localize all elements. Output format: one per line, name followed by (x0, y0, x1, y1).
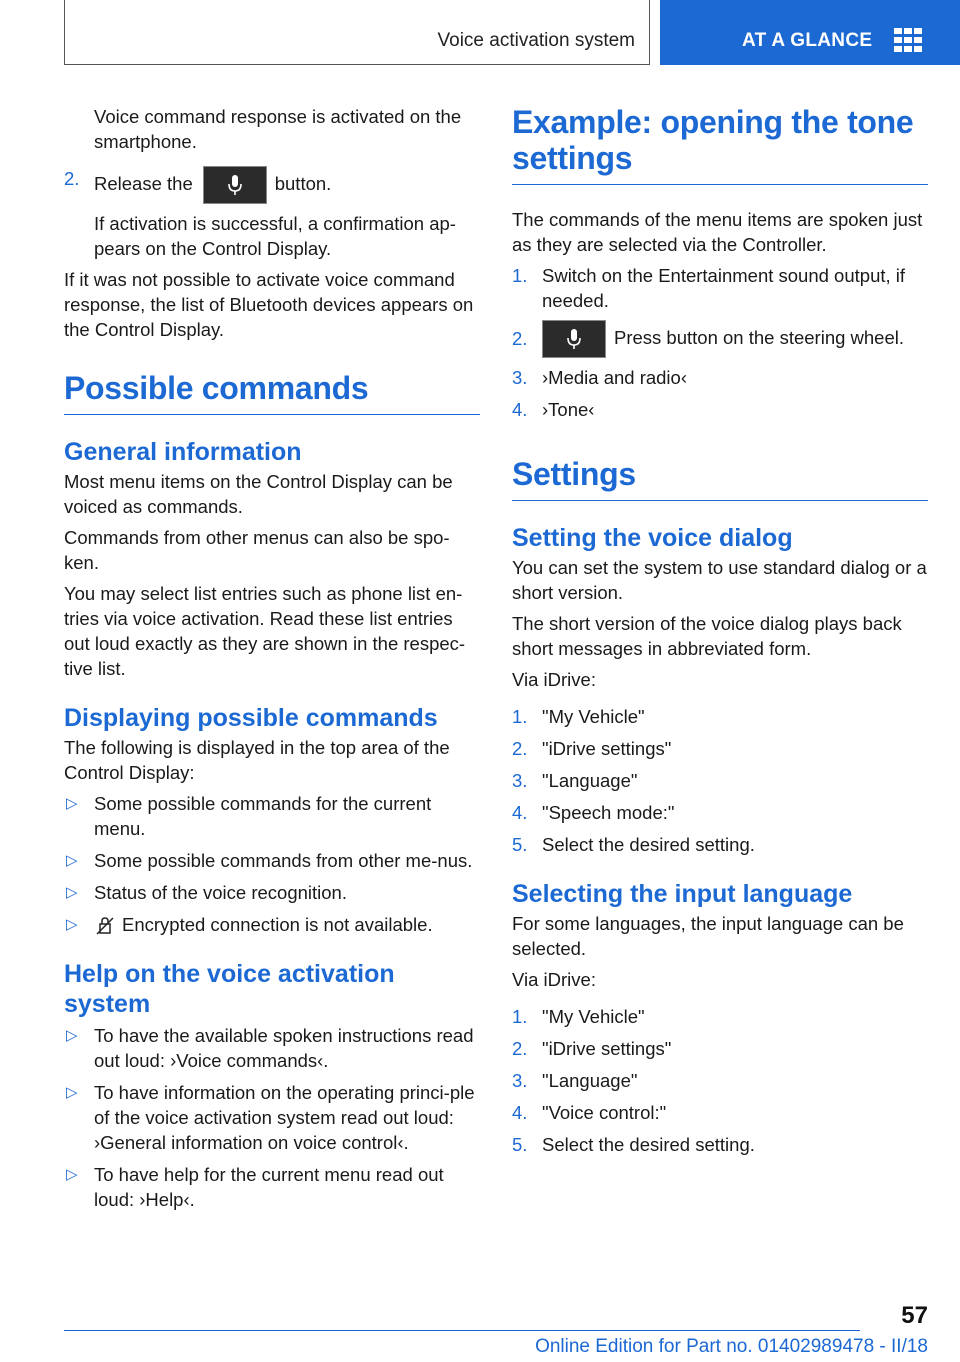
heading-input-language: Selecting the input language (512, 880, 853, 908)
right-column (512, 104, 928, 1164)
heading-possible-commands: Possible commands (64, 370, 480, 415)
step-text: "My Vehicle" (542, 1006, 645, 1027)
bullet-arrow-icon: ▷ (66, 916, 78, 933)
step-number: 2. (512, 328, 528, 349)
voice-dialog-para-2: The short version of the voice dialog plays back short messages in abbreviated form. (512, 613, 902, 659)
bullet-text: To have help for the current menu read out loud: ›Help‹. (94, 1164, 444, 1210)
step-text: "Language" (542, 1070, 638, 1091)
general-para-3: You may select list entries such as phone list en‐tries via voice activation. Read these list entries out loud exactly as they are shown in the respec‐tive list. (64, 583, 466, 679)
bullet-arrow-icon: ▷ (66, 884, 78, 901)
example-step (512, 263, 928, 313)
bullet-arrow-icon: ▷ (66, 1027, 78, 1044)
bullet-item (64, 1162, 480, 1212)
heading-general-information: General information (64, 438, 302, 466)
voice-dialog-step (512, 832, 928, 857)
para-activation-failed: If it was not possible to activate voice command response, the list of Bluetooth devices appears on the Control Display. (64, 269, 474, 340)
step-number: 1. (512, 1006, 528, 1027)
input-language-step (512, 1100, 928, 1125)
step-number: 5. (512, 834, 528, 855)
no-encryption-icon (94, 916, 116, 936)
bullet-arrow-icon: ▷ (66, 852, 78, 869)
step-text: "iDrive settings" (542, 1038, 672, 1059)
microphone-button-icon (203, 166, 267, 204)
bullet-item (64, 880, 480, 905)
example-step (512, 320, 928, 358)
step-number: 3. (512, 1070, 528, 1091)
bullet-item (64, 848, 480, 873)
left-column (64, 104, 480, 1219)
step-number: 3. (512, 770, 528, 791)
step-number: 1. (512, 706, 528, 727)
voice-dialog-via: Via iDrive: (512, 669, 596, 690)
example-para: The commands of the menu items are spoken just as they are selected via the Controller. (512, 209, 923, 255)
intro-continuation: Voice command response is activated on the smartphone. (94, 106, 462, 152)
microphone-button-icon (542, 320, 606, 358)
bullet-item (64, 1080, 480, 1155)
bullet-text: Some possible commands for the current menu. (94, 793, 432, 839)
step-text: "Speech mode:" (542, 802, 675, 823)
header-chapter-title: AT A GLANCE (742, 30, 873, 51)
step-text-pre: Release the (94, 172, 193, 194)
step-text-post: button. (274, 172, 332, 194)
step-number: 2. (512, 1038, 528, 1059)
bullet-item (64, 912, 480, 937)
step-number: 2. (512, 738, 528, 759)
step-text: ›Media and radio‹ (542, 367, 687, 388)
step-text: Press button on the steering wheel. (614, 326, 905, 348)
voice-dialog-step (512, 736, 928, 761)
voice-dialog-step (512, 768, 928, 793)
general-para-1: Most menu items on the Control Display can be voiced as commands. (64, 471, 453, 517)
step-number: 5. (512, 1134, 528, 1155)
general-para-2: Commands from other menus can also be spo‐ken. (64, 527, 450, 573)
bullet-text: To have the available spoken instructions read out loud: ›Voice commands‹. (94, 1025, 474, 1071)
step-text: Select the desired setting. (542, 834, 755, 855)
bullet-arrow-icon: ▷ (66, 1166, 78, 1183)
input-language-step (512, 1004, 928, 1029)
step-text: Switch on the Entertainment sound output, if needed. (542, 265, 906, 311)
step-2-result: If activation is successful, a confirmation ap‐pears on the Control Display. (94, 213, 456, 259)
bullet-text: Status of the voice recognition. (94, 882, 347, 903)
bullet-text: Some possible commands from other me‐nus. (94, 850, 473, 871)
voice-dialog-step (512, 800, 928, 825)
step-text: "My Vehicle" (542, 706, 645, 727)
heading-help-voice: Help on the voice activation system (64, 960, 395, 1018)
example-step (512, 397, 928, 422)
heading-example-tone: Example: opening the tone settings (512, 104, 928, 185)
heading-displaying-commands: Displaying possible commands (64, 704, 438, 732)
bullet-arrow-icon: ▷ (66, 1084, 78, 1101)
step-text: ›Tone‹ (542, 399, 595, 420)
heading-settings: Settings (512, 456, 928, 501)
page-number: 57 (901, 1302, 928, 1329)
bullet-item (64, 1023, 480, 1073)
displaying-para: The following is displayed in the top area of the Control Display: (64, 737, 450, 783)
step-number: 4. (512, 399, 528, 420)
footer-edition: Online Edition for Part no. 01402989478 - II/18 (535, 1336, 928, 1357)
step-text: "iDrive settings" (542, 738, 672, 759)
bullet-item (64, 791, 480, 841)
input-language-step (512, 1068, 928, 1093)
header-section-box (64, 0, 650, 65)
input-language-para: For some languages, the input language can be selected. (512, 913, 904, 959)
header-chapter-box[interactable] (660, 0, 960, 65)
input-language-via: Via iDrive: (512, 969, 596, 990)
heading-voice-dialog: Setting the voice dialog (512, 524, 793, 552)
bullet-text: Encrypted connection is not available. (122, 914, 433, 935)
input-language-step (512, 1036, 928, 1061)
step-number: 4. (512, 802, 528, 823)
step-text: "Language" (542, 770, 638, 791)
voice-dialog-para-1: You can set the system to use standard dialog or a short version. (512, 557, 927, 603)
step-text: "Voice control:" (542, 1102, 667, 1123)
footer-divider (64, 1330, 860, 1331)
step-number: 4. (512, 1102, 528, 1123)
step-number: 1. (512, 265, 528, 286)
example-step (512, 365, 928, 390)
input-language-step (512, 1132, 928, 1157)
step-text: Select the desired setting. (542, 1134, 755, 1155)
step-number: 3. (512, 367, 528, 388)
step-number: 2. (64, 168, 80, 189)
bullet-arrow-icon: ▷ (66, 795, 78, 812)
header-section-title: Voice activation system (437, 30, 635, 51)
bullet-text: To have information on the operating princi‐ple of the voice activation system read out loud: ›General information on voice control‹. (94, 1082, 475, 1153)
menu-grid-icon (894, 28, 922, 52)
step-2 (64, 166, 480, 204)
voice-dialog-step (512, 704, 928, 729)
